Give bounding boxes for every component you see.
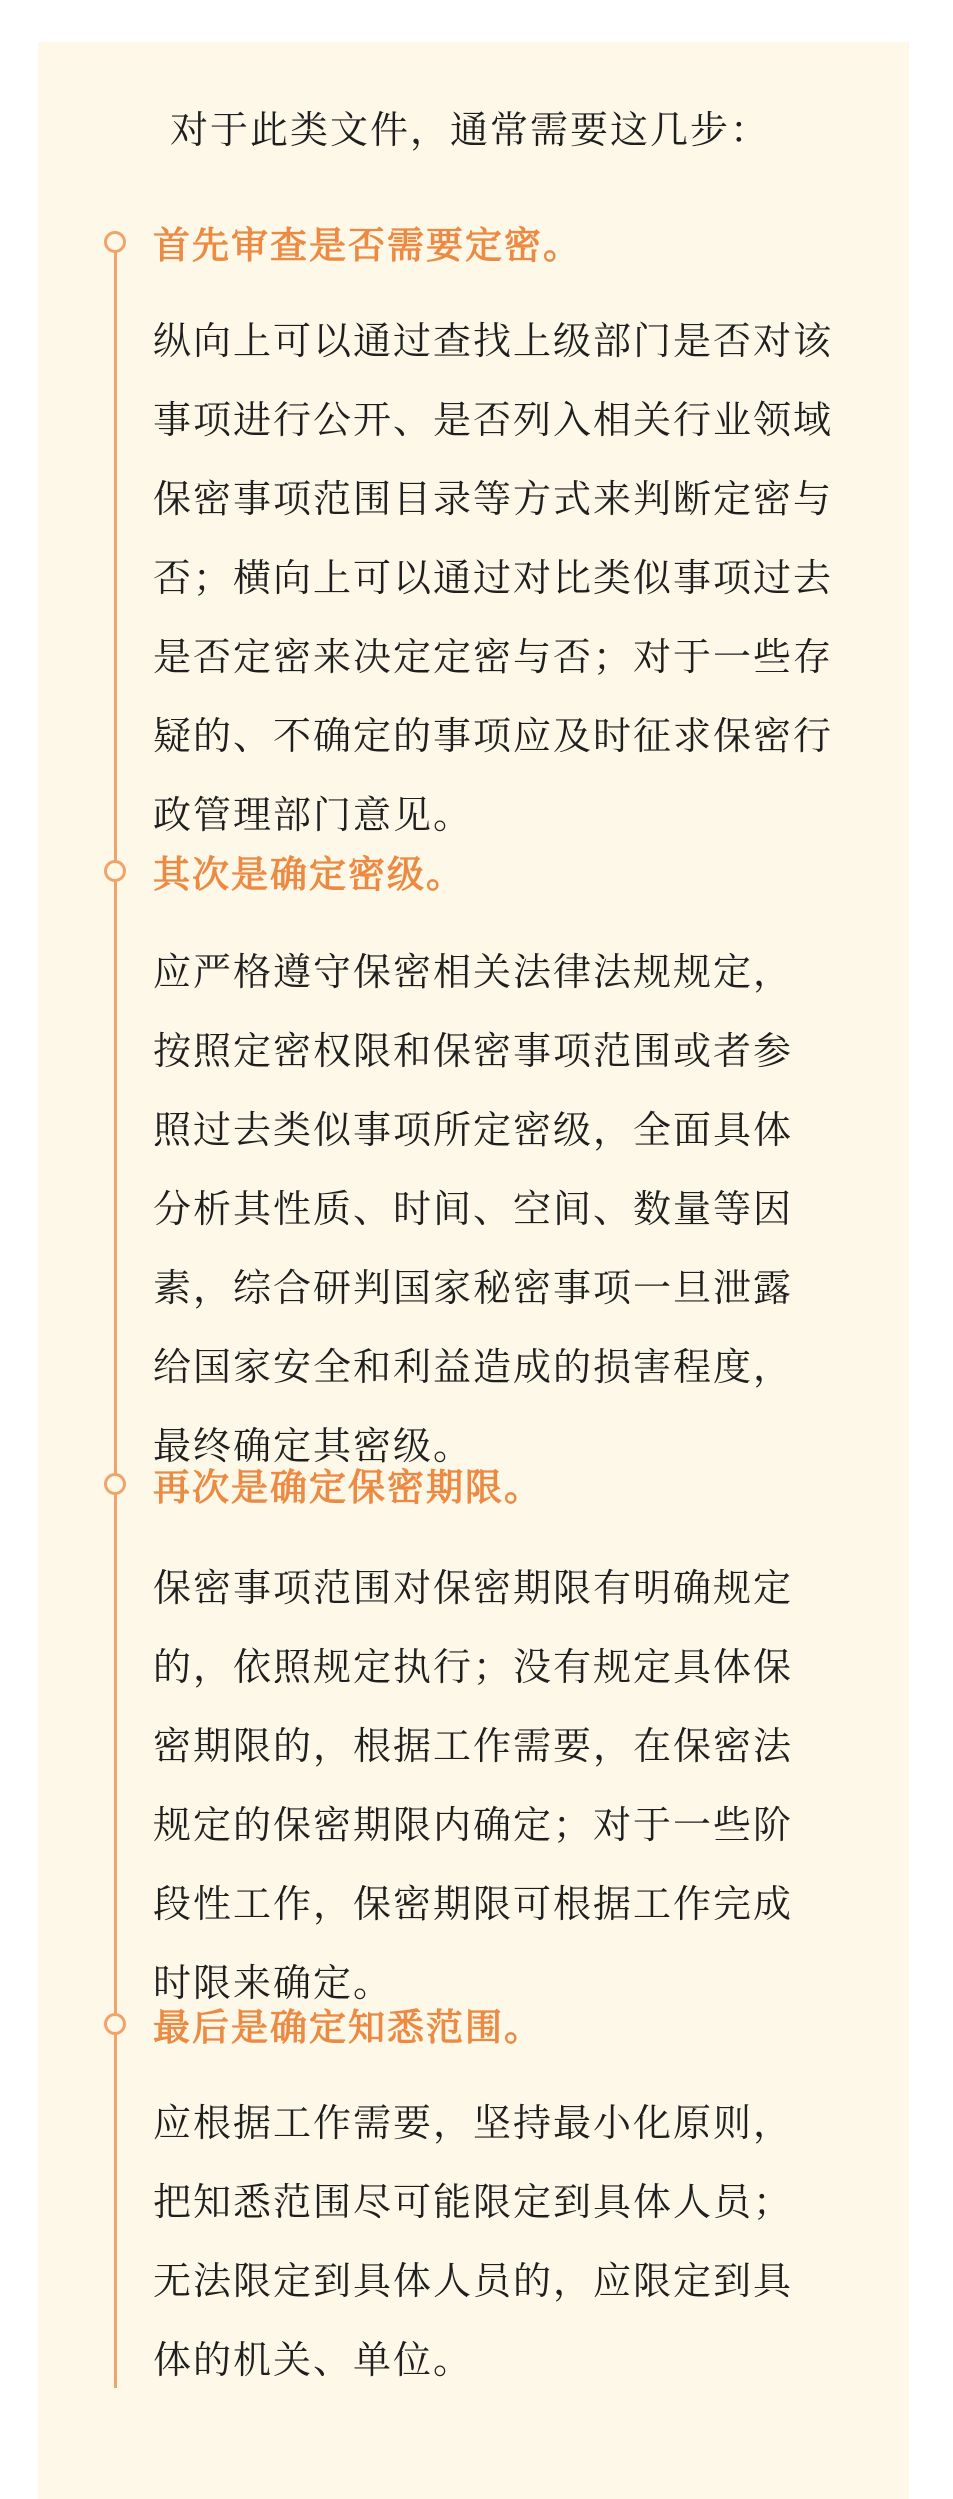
section-body-classification	[153, 933, 793, 1486]
body-line: 素，综合研判国家秘密事项一旦泄露	[153, 1266, 794, 1310]
body-line: 最终确定其密级。	[153, 1424, 474, 1468]
body-line: 疑的、不确定的事项应及时征求保密行	[153, 714, 834, 758]
body-line: 规定的保密期限内确定；对于一些阶	[153, 1803, 794, 1847]
section-title-scope: 最后是确定知悉范围。	[153, 2006, 543, 2049]
body-line: 无法限定到具体人员的，应限定到具	[153, 2259, 794, 2303]
body-line: 把知悉范围尽可能限定到具体人员；	[153, 2180, 794, 2224]
timeline-node-icon	[104, 231, 126, 253]
body-line: 密期限的，根据工作需要，在保密法	[153, 1724, 794, 1768]
body-line: 给国家安全和利益造成的损害程度，	[153, 1345, 794, 1389]
body-line: 分析其性质、时间、空间、数量等因	[153, 1187, 794, 1231]
body-line: 应严格遵守保密相关法律法规规定，	[153, 950, 794, 994]
section-title-classification: 其次是确定密级。	[153, 853, 465, 896]
section-title-review: 首先审查是否需要定密。	[153, 224, 582, 267]
body-line: 照过去类似事项所定密级，全面具体	[153, 1108, 794, 1152]
body-line: 按照定密权限和保密事项范围或者参	[153, 1029, 794, 1073]
timeline-node-icon	[104, 860, 126, 882]
timeline-line	[114, 248, 117, 2388]
body-line: 应根据工作需要，坚持最小化原则，	[153, 2101, 794, 2145]
timeline-node-icon	[104, 2013, 126, 2035]
section-body-period	[153, 1549, 793, 2023]
body-line: 的，依照规定执行；没有规定具体保	[153, 1645, 794, 1689]
body-line: 保密事项范围对保密期限有明确规定	[153, 1566, 794, 1610]
body-line: 时限来确定。	[153, 1961, 394, 2005]
section-body-scope	[153, 2084, 793, 2400]
body-line: 段性工作，保密期限可根据工作完成	[153, 1882, 794, 1926]
body-line: 否；横向上可以通过对比类似事项过去	[153, 556, 834, 600]
timeline-node-icon	[104, 1473, 126, 1495]
body-line: 事项进行公开、是否列入相关行业领域	[153, 398, 834, 442]
section-title-period: 再次是确定保密期限。	[153, 1466, 543, 1509]
body-line: 是否定密来决定定密与否；对于一些存	[153, 635, 834, 679]
intro-text: 对于此类文件，通常需要这几步：	[170, 108, 771, 152]
body-line: 保密事项范围目录等方式来判断定密与	[153, 477, 834, 521]
section-body-review	[153, 302, 833, 855]
body-line: 纵向上可以通过查找上级部门是否对该	[153, 319, 834, 363]
body-line: 体的机关、单位。	[153, 2338, 474, 2382]
body-line: 政管理部门意见。	[153, 793, 474, 837]
